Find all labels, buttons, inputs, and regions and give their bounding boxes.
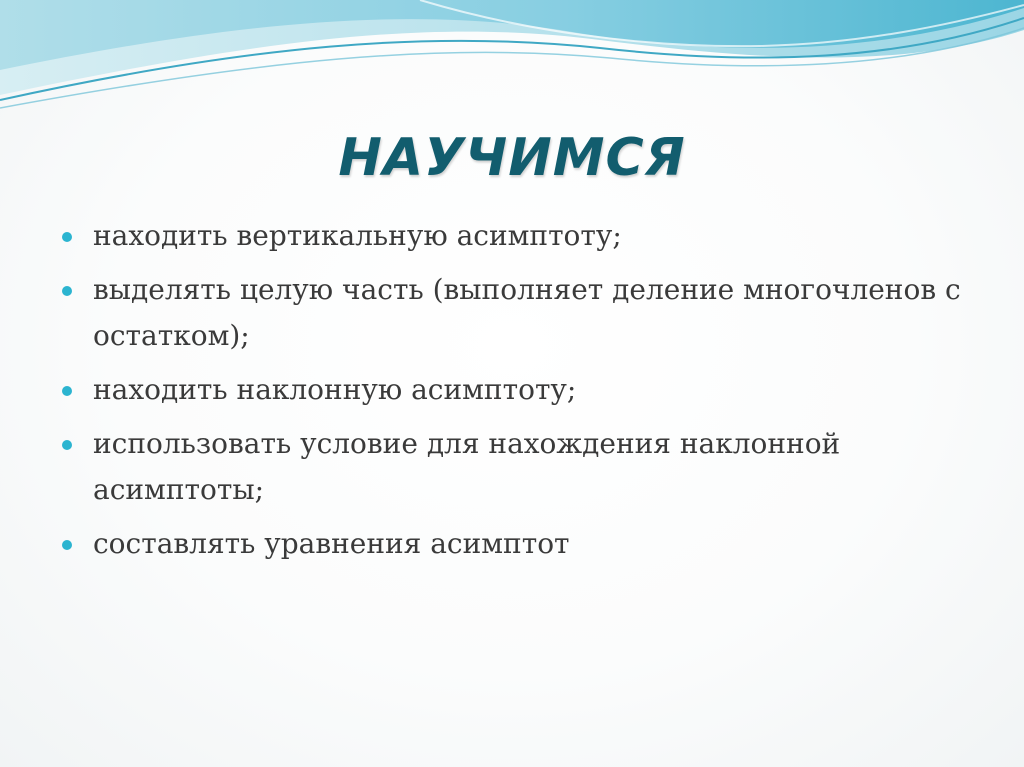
bullet-text: находить наклонную асимптоту; — [93, 373, 577, 406]
bullet-text: использовать условие для нахождения наклонной асимптоты; — [93, 427, 841, 506]
bullet-text: выделять целую часть (выполняет деление многочленов с остатком); — [93, 273, 961, 352]
bullet-dot-icon — [62, 386, 72, 396]
bullet-text: составлять уравнения асимптот — [93, 527, 570, 560]
list-item — [62, 421, 962, 513]
list-item — [62, 267, 962, 359]
bullet-dot-icon — [62, 440, 72, 450]
bullet-dot-icon — [62, 540, 72, 550]
list-item — [62, 367, 962, 413]
bullet-list — [62, 213, 962, 575]
decorative-wave-header — [0, 0, 1024, 120]
list-item — [62, 213, 962, 259]
bullet-text: находить вертикальную асимптоту; — [93, 219, 622, 252]
bullet-dot-icon — [62, 286, 72, 296]
list-item — [62, 521, 962, 567]
slide-title: НАУЧИМСЯ — [338, 128, 686, 188]
bullet-dot-icon — [62, 232, 72, 242]
